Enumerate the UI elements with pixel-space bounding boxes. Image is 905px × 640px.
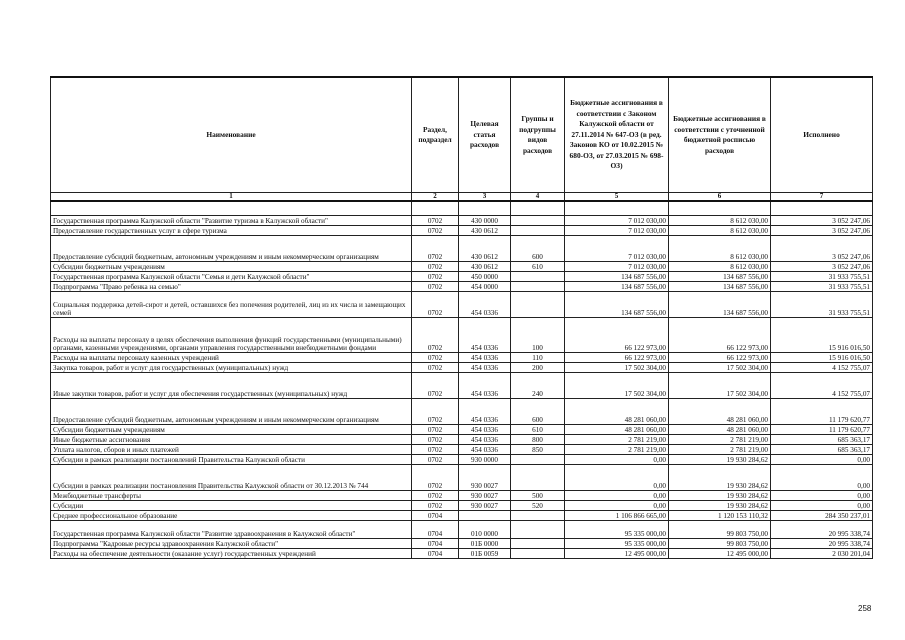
table-row [51, 549, 873, 559]
row-refined: 17 502 304,00 [669, 373, 771, 399]
row-section: 0702 [412, 465, 459, 491]
row-group [511, 272, 565, 282]
table-row [51, 318, 873, 353]
header-section: Раздел, подраздел [412, 77, 459, 193]
table-row [51, 236, 873, 262]
row-refined: 2 781 219,00 [669, 445, 771, 455]
row-law: 134 687 556,00 [565, 282, 669, 292]
row-section: 0702 [412, 501, 459, 511]
row-name: Расходы на обеспечение деятельности (оказание услуг) государственных учреждений [51, 549, 412, 559]
row-target: 010 0000 [459, 521, 511, 539]
row-law: 0,00 [565, 501, 669, 511]
table-row [51, 445, 873, 455]
row-law: 2 781 219,00 [565, 435, 669, 445]
header-budget-law: Бюджетные ассигнования в соответствии с Законом Калужской области от 27.11.2014 № 647-ОЗ (в ред. Законов КО от 10.02.2015 № 680-ОЗ, от 27.03.2015 № 698-ОЗ) [565, 77, 669, 193]
table-row [51, 465, 873, 491]
row-section: 0702 [412, 435, 459, 445]
row-refined: 48 281 060,00 [669, 399, 771, 425]
row-target: 454 0336 [459, 353, 511, 363]
row-refined: 19 930 284,62 [669, 465, 771, 491]
row-section: 0702 [412, 292, 459, 318]
row-law: 48 281 060,00 [565, 399, 669, 425]
row-group: 800 [511, 435, 565, 445]
budget-table [50, 76, 873, 559]
row-name: Предоставление субсидий бюджетным, автономным учреждениям и иным некоммерческим организациям [51, 236, 412, 262]
row-refined: 17 502 304,00 [669, 363, 771, 373]
row-section: 0702 [412, 353, 459, 363]
row-refined: 99 803 750,00 [669, 539, 771, 549]
row-refined: 2 781 219,00 [669, 435, 771, 445]
row-group [511, 226, 565, 236]
row-group: 520 [511, 501, 565, 511]
row-target: 454 0336 [459, 425, 511, 435]
row-group [511, 292, 565, 318]
row-target: 450 0000 [459, 272, 511, 282]
column-number: 4 [511, 193, 565, 202]
row-law: 7 012 030,00 [565, 236, 669, 262]
row-target: 454 0000 [459, 282, 511, 292]
row-name: Подпрограмма "Право ребенка на семью" [51, 282, 412, 292]
row-executed: 0,00 [771, 465, 873, 491]
row-group: 500 [511, 491, 565, 501]
row-law: 134 687 556,00 [565, 272, 669, 282]
row-target: 454 0336 [459, 445, 511, 455]
row-group [511, 511, 565, 521]
row-executed: 31 933 755,51 [771, 292, 873, 318]
row-law: 7 012 030,00 [565, 262, 669, 272]
row-executed: 0,00 [771, 491, 873, 501]
table-spacer-row [51, 201, 873, 216]
row-law: 12 495 000,00 [565, 549, 669, 559]
row-law: 0,00 [565, 465, 669, 491]
row-refined: 19 930 284,62 [669, 491, 771, 501]
row-section: 0702 [412, 272, 459, 282]
row-refined: 12 495 000,00 [669, 549, 771, 559]
row-section: 0702 [412, 399, 459, 425]
row-executed: 15 916 016,50 [771, 353, 873, 363]
row-refined: 99 803 750,00 [669, 521, 771, 539]
row-name: Подпрограмма "Кадровые ресурсы здравоохранения Калужской области" [51, 539, 412, 549]
table-row [51, 292, 873, 318]
table-body [51, 201, 873, 559]
column-number: 3 [459, 193, 511, 202]
row-law: 0,00 [565, 455, 669, 465]
header-groups: Группы и подгруппы видов расходов [511, 77, 565, 193]
row-section: 0704 [412, 511, 459, 521]
row-law: 66 122 973,00 [565, 353, 669, 363]
column-number: 7 [771, 193, 873, 202]
row-name: Государственная программа Калужской области "Развитие здравоохранения в Калужской области" [51, 521, 412, 539]
row-executed: 2 030 201,04 [771, 549, 873, 559]
row-law: 2 781 219,00 [565, 445, 669, 455]
column-number: 2 [412, 193, 459, 202]
row-name: Субсидии бюджетным учреждениям [51, 262, 412, 272]
table-row [51, 511, 873, 521]
row-target: 454 0336 [459, 318, 511, 353]
row-name: Расходы на выплаты персоналу в целях обеспечения выполнения функций государственными (муниципальными) органами, казенными учреждениями, органами управления государственными внебюджетными фондами [51, 318, 412, 353]
row-executed: 4 152 755,07 [771, 363, 873, 373]
row-group: 850 [511, 445, 565, 455]
row-group [511, 455, 565, 465]
row-law: 134 687 556,00 [565, 292, 669, 318]
row-target: 930 0027 [459, 501, 511, 511]
row-section: 0702 [412, 318, 459, 353]
row-executed: 20 995 338,74 [771, 521, 873, 539]
table-row [51, 435, 873, 445]
row-executed: 11 179 620,77 [771, 425, 873, 435]
row-executed: 31 933 755,51 [771, 272, 873, 282]
row-executed: 4 152 755,07 [771, 373, 873, 399]
row-executed: 31 933 755,51 [771, 282, 873, 292]
row-refined: 19 930 284,62 [669, 501, 771, 511]
row-section: 0702 [412, 373, 459, 399]
row-section: 0702 [412, 262, 459, 272]
row-name: Иные бюджетные ассигнования [51, 435, 412, 445]
table-row [51, 282, 873, 292]
header-executed: Исполнено [771, 77, 873, 193]
row-target [459, 511, 511, 521]
row-refined: 19 930 284,62 [669, 455, 771, 465]
row-group [511, 465, 565, 491]
table-row [51, 226, 873, 236]
row-name: Субсидии бюджетным учреждениям [51, 425, 412, 435]
row-group: 100 [511, 318, 565, 353]
row-law: 0,00 [565, 491, 669, 501]
row-refined: 134 687 556,00 [669, 282, 771, 292]
row-target: 454 0336 [459, 435, 511, 445]
row-executed: 3 052 247,06 [771, 216, 873, 226]
row-section: 0702 [412, 282, 459, 292]
row-refined: 8 612 030,00 [669, 262, 771, 272]
row-group: 600 [511, 399, 565, 425]
row-name: Государственная программа Калужской области "Семья и дети Калужской области" [51, 272, 412, 282]
row-target: 430 0612 [459, 262, 511, 272]
table-row [51, 539, 873, 549]
row-refined: 8 612 030,00 [669, 216, 771, 226]
row-law: 17 502 304,00 [565, 373, 669, 399]
header-target: Целевая статья расходов [459, 77, 511, 193]
row-target: 454 0336 [459, 373, 511, 399]
row-section: 0702 [412, 425, 459, 435]
header-budget-refined: Бюджетные ассигнования в соответствии с уточненной бюджетной росписью расходов [669, 77, 771, 193]
table-row [51, 425, 873, 435]
row-target: 454 0336 [459, 399, 511, 425]
row-law: 95 335 000,00 [565, 521, 669, 539]
row-law: 1 106 866 665,00 [565, 511, 669, 521]
row-law: 7 012 030,00 [565, 226, 669, 236]
row-section: 0702 [412, 226, 459, 236]
row-name: Уплата налогов, сборов и иных платежей [51, 445, 412, 455]
row-group: 240 [511, 373, 565, 399]
page-number: 258 [858, 604, 872, 613]
table-row [51, 353, 873, 363]
row-law: 7 012 030,00 [565, 216, 669, 226]
row-name: Социальная поддержка детей-сирот и детей, оставшихся без попечения родителей, лиц из их числа и замещающих семей [51, 292, 412, 318]
table-row [51, 262, 873, 272]
row-target: 930 0027 [459, 491, 511, 501]
row-target: 930 0000 [459, 455, 511, 465]
row-law: 48 281 060,00 [565, 425, 669, 435]
row-target: 01Б 0000 [459, 539, 511, 549]
budget-report-sheet [50, 76, 872, 559]
row-name: Закупка товаров, работ и услуг для государственных (муниципальных) нужд [51, 363, 412, 373]
row-name: Расходы на выплаты персоналу казенных учреждений [51, 353, 412, 363]
row-name: Предоставление государственных услуг в сфере туризма [51, 226, 412, 236]
row-refined: 66 122 973,00 [669, 318, 771, 353]
table-row [51, 363, 873, 373]
row-executed: 3 052 247,06 [771, 226, 873, 236]
row-name: Среднее профессиональное образование [51, 511, 412, 521]
row-executed: 3 052 247,06 [771, 262, 873, 272]
row-group: 610 [511, 262, 565, 272]
row-target: 430 0612 [459, 226, 511, 236]
row-section: 0704 [412, 521, 459, 539]
row-target: 01Б 0059 [459, 549, 511, 559]
table-row [51, 455, 873, 465]
row-target: 454 0336 [459, 292, 511, 318]
row-group [511, 282, 565, 292]
row-law: 95 335 000,00 [565, 539, 669, 549]
row-group [511, 521, 565, 539]
row-section: 0702 [412, 455, 459, 465]
row-executed: 685 363,17 [771, 435, 873, 445]
row-name: Государственная программа Калужской области "Развитие туризма в Калужской области" [51, 216, 412, 226]
row-section: 0702 [412, 236, 459, 262]
row-group: 610 [511, 425, 565, 435]
table-row [51, 501, 873, 511]
table-row [51, 399, 873, 425]
table-row [51, 521, 873, 539]
row-target: 430 0612 [459, 236, 511, 262]
row-executed: 685 363,17 [771, 445, 873, 455]
table-row [51, 216, 873, 226]
row-name: Межбюджетные трансферты [51, 491, 412, 501]
row-executed: 0,00 [771, 501, 873, 511]
row-section: 0702 [412, 363, 459, 373]
row-group [511, 539, 565, 549]
row-section: 0702 [412, 445, 459, 455]
row-refined: 48 281 060,00 [669, 425, 771, 435]
row-section: 0704 [412, 539, 459, 549]
row-refined: 1 120 153 110,32 [669, 511, 771, 521]
row-name: Субсидии [51, 501, 412, 511]
row-section: 0704 [412, 549, 459, 559]
table-row [51, 491, 873, 501]
row-target: 454 0336 [459, 363, 511, 373]
row-refined: 8 612 030,00 [669, 226, 771, 236]
row-executed: 15 916 016,50 [771, 318, 873, 353]
row-refined: 134 687 556,00 [669, 292, 771, 318]
header-name: Наименование [51, 77, 412, 193]
table-header [51, 77, 873, 201]
column-number: 1 [51, 193, 412, 202]
row-law: 66 122 973,00 [565, 318, 669, 353]
column-number: 6 [669, 193, 771, 202]
row-target: 430 0000 [459, 216, 511, 226]
row-name: Субсидии в рамках реализации постановлений Правительства Калужской области [51, 455, 412, 465]
row-executed: 20 995 338,74 [771, 539, 873, 549]
column-number: 5 [565, 193, 669, 202]
row-refined: 8 612 030,00 [669, 236, 771, 262]
row-name: Иные закупки товаров, работ и услуг для обеспечения государственных (муниципальных) нужд [51, 373, 412, 399]
row-group [511, 216, 565, 226]
row-group [511, 549, 565, 559]
row-name: Предоставление субсидий бюджетным, автономным учреждениям и иным некоммерческим организациям [51, 399, 412, 425]
row-target: 930 0027 [459, 465, 511, 491]
row-refined: 134 687 556,00 [669, 272, 771, 282]
row-refined: 66 122 973,00 [669, 353, 771, 363]
row-group: 110 [511, 353, 565, 363]
row-executed: 11 179 620,77 [771, 399, 873, 425]
row-group: 600 [511, 236, 565, 262]
row-section: 0702 [412, 491, 459, 501]
row-group: 200 [511, 363, 565, 373]
row-executed: 3 052 247,06 [771, 236, 873, 262]
row-section: 0702 [412, 216, 459, 226]
row-executed: 0,00 [771, 455, 873, 465]
row-law: 17 502 304,00 [565, 363, 669, 373]
table-row [51, 373, 873, 399]
row-name: Субсидии в рамках реализации постановления Правительства Калужской области от 30.12.2013 № 744 [51, 465, 412, 491]
row-executed: 284 350 237,01 [771, 511, 873, 521]
table-row [51, 272, 873, 282]
